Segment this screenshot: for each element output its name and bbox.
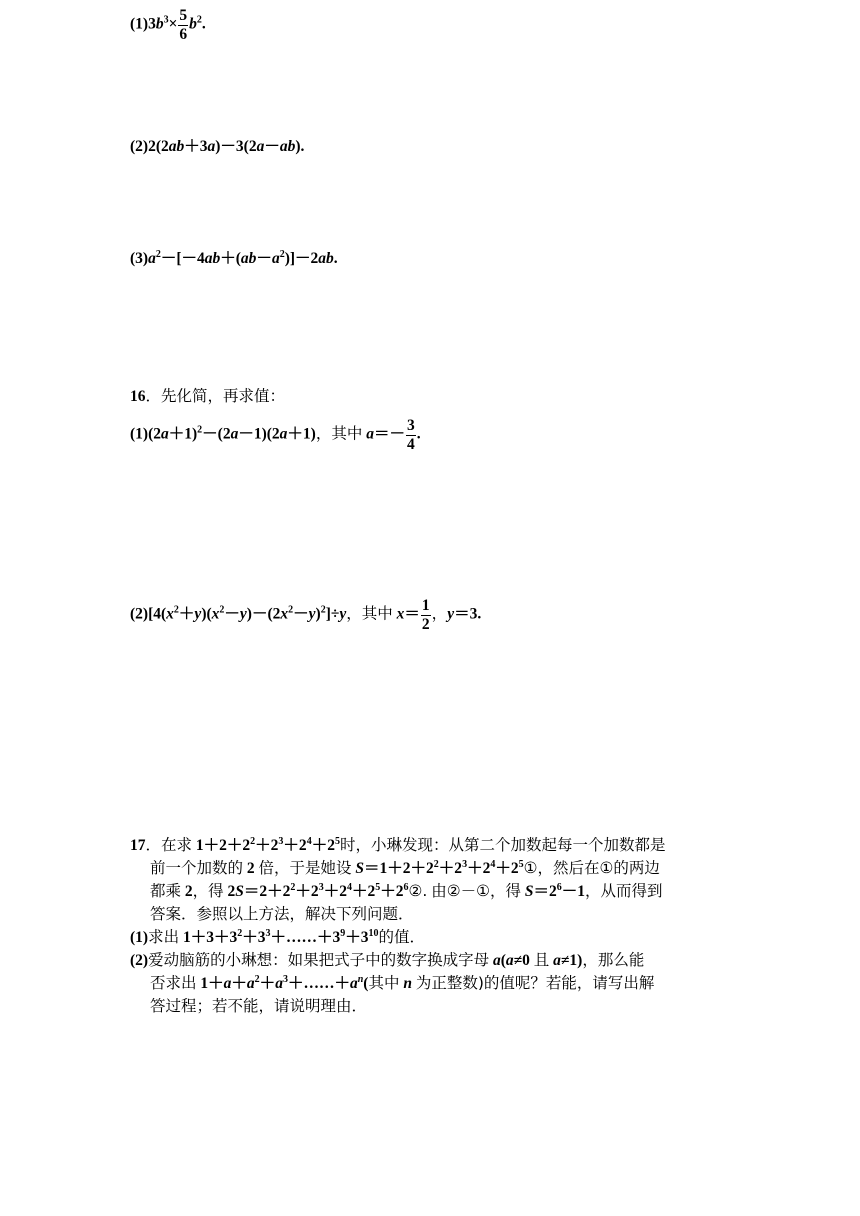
problem16-item-1: $(1)(2a+1)^2-(2a-1)(2a+1)$，其中 a＝－ $\frac{3}{4}$ .: [130, 417, 421, 453]
problem17-line-1: 17．在求 $1+2+2^2+2^3+2^4+2^5$时，小琳发现：从第二个加数起每一个加数都是: [130, 836, 666, 854]
problem15-item-2: (2)2(2ab＋3a)－3(2a－ab).: [130, 138, 305, 155]
problem15-item-1: $(1)3b^3\times$ $\frac{5}{6}$ $b^2$.: [130, 7, 206, 43]
problem17-sub-1: (1)求出 $1+3+3^2+3^3+\dots\dots+3^9+3^{10}$的值．: [130, 928, 426, 946]
problem17-sub-2-line-2: 否求出 $1+a+a^2+a^3+\dots\dots+a^n$(其中 n 为正整数)的值呢？若能，请写出解: [150, 974, 655, 992]
problem17-line-4: 答案．参照以上方法，解决下列问题．: [150, 905, 414, 923]
fraction-5-6: $\frac{5}{6}$: [179, 7, 188, 43]
problem17-line-2: 前一个加数的 2 倍，于是她设 $S=1+2+2^2+2^3+2^4+2^5①$，然后在①的两边: [150, 859, 660, 877]
problem-number: 16: [130, 388, 146, 405]
fraction-3-4: $\frac{3}{4}$: [407, 417, 415, 453]
problem-number: 17: [130, 837, 146, 854]
problem17-sub-2-line-3: 答过程；若不能，请说明理由．: [150, 997, 368, 1015]
problem17-line-3: 都乘 2，得 $2S=2+2^2+2^3+2^4+2^5+2^6②$. 由②－①，得 $S=2^6-1$，从而得到: [150, 882, 663, 900]
fraction-1-2: $\frac{1}{2}$: [421, 597, 430, 633]
problem15-item-3: $(3)a^2-[-4ab+(ab-a^2)]-2ab$.: [130, 249, 338, 267]
problem17-sub-2-line-1: (2)爱动脑筋的小琳想：如果把式子中的数字换成字母 a(a≠0 且 a≠1)，那么能: [130, 951, 645, 969]
problem16-item-2: $(2)[4(x^2+y)(x^2-y)-(2x^2-y)^2]\div y$，其中 x＝ $\frac{1}{2}$ ，y＝3.: [130, 597, 482, 633]
problem16-heading: 16．先化简，再求值：: [130, 387, 286, 405]
problem16-title: 先化简，再求值：: [161, 387, 286, 405]
